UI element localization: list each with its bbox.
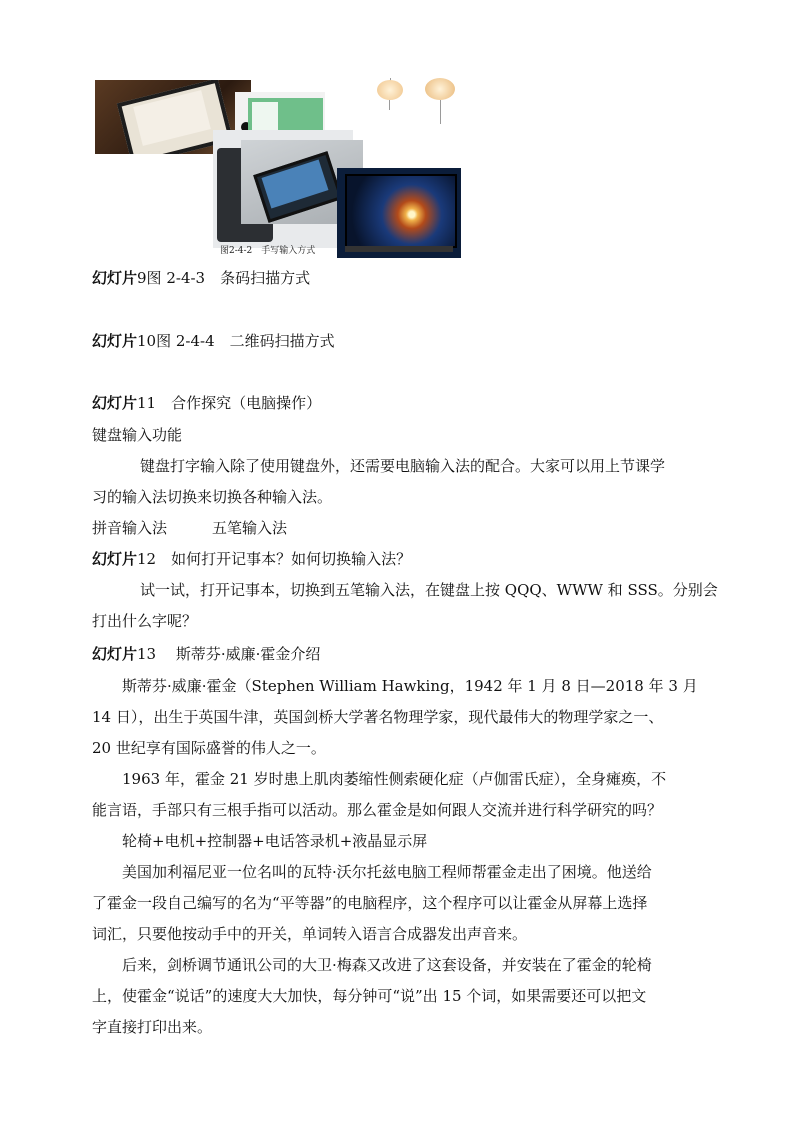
line-text: 打出什么字呢？ xyxy=(92,612,198,630)
line-text: 习的输入法切换来切换各种输入法。 xyxy=(92,488,333,506)
slide-label: 幻灯片 xyxy=(92,269,138,287)
line-text: 美国加利福尼亚一位名叫的瓦特·沃尔托兹电脑工程师帮霍金走出了困境。他送给 xyxy=(122,863,652,881)
paragraph-line xyxy=(140,456,665,476)
paragraph-line xyxy=(122,955,652,975)
paragraph-line xyxy=(92,893,647,913)
line-text: 11 合作探究（电脑操作） xyxy=(137,394,322,412)
line-text: 1963 年，霍金 21 岁时患上肌肉萎缩性侧索硬化症（卢伽雷氏症），全身瘫痪，不 xyxy=(122,770,667,788)
line-text: 了霍金一段自己编写的名为“平等器”的电脑程序，这个程序可以让霍金从屏幕上选择 xyxy=(92,894,648,912)
paragraph-line xyxy=(122,769,666,789)
paragraph-line xyxy=(92,924,527,944)
lantern-icon xyxy=(377,80,403,100)
paragraph-line xyxy=(122,831,427,851)
paragraph-line xyxy=(122,862,652,882)
slide-heading-line xyxy=(92,331,335,351)
paragraph-line xyxy=(140,580,718,600)
slide-label: 幻灯片 xyxy=(92,332,138,350)
line-text: 12 如何打开记事本？如何切换输入法？ xyxy=(137,550,412,568)
lantern-icon xyxy=(425,78,455,100)
line-text: 字直接打印出来。 xyxy=(92,1018,213,1036)
line-text: 上，使霍金“说话”的速度大大加快，每分钟可“说”出 15 个词，如果需要还可以把文 xyxy=(92,987,647,1005)
paragraph-line xyxy=(92,611,197,631)
line-text: 能言语，手部只有三根手指可以活动。那么霍金是如何跟人交流并进行科学研究的吗？ xyxy=(92,801,663,819)
slide-label: 幻灯片 xyxy=(92,550,138,568)
paragraph-line xyxy=(122,676,698,696)
line-text: 轮椅+电机+控制器+电话答录机+液晶显示屏 xyxy=(122,832,428,850)
line-text: 键盘打字输入除了使用键盘外，还需要电脑输入法的配合。大家可以用上节课学 xyxy=(140,457,666,475)
paragraph-line xyxy=(92,800,662,820)
line-text: 10图 2-4-4 二维码扫描方式 xyxy=(137,332,335,350)
line-text: 9图 2-4-3 条码扫描方式 xyxy=(137,269,311,287)
slide-label: 幻灯片 xyxy=(92,645,138,663)
slide-heading-line xyxy=(92,268,310,288)
paragraph-line xyxy=(92,1017,212,1037)
paragraph-line xyxy=(92,425,182,445)
handwriting-input-figure xyxy=(95,78,461,260)
line-text: 试一试，打开记事本，切换到五笔输入法，在键盘上按 QQQ、WWW 和 SSS。分别会 xyxy=(140,581,718,599)
line-text: 13 斯蒂芬·威廉·霍金介绍 xyxy=(137,645,321,663)
slide-label: 幻灯片 xyxy=(92,394,138,412)
paragraph-line xyxy=(92,738,326,758)
figure-caption: 图2-4-2 手写输入方式 xyxy=(220,246,316,256)
slide-heading-line xyxy=(92,644,320,664)
pen-display-photo xyxy=(337,168,461,258)
slide-heading-line xyxy=(92,393,321,413)
line-text: 词汇，只要他按动手中的开关，单词转入语言合成器发出声音来。 xyxy=(92,925,528,943)
paragraph-line xyxy=(92,707,663,727)
line-text: 后来，剑桥调节通讯公司的大卫·梅森又改进了这套设备，并安装在了霍金的轮椅 xyxy=(122,956,652,974)
line-text: 20 世纪享有国际盛誉的伟人之一。 xyxy=(92,739,326,757)
paragraph-line xyxy=(92,518,287,538)
line-text: 键盘输入功能 xyxy=(92,426,183,444)
line-text: 斯蒂芬·威廉·霍金（Stephen William Hawking，1942 年 1 月 8 日—2018 年 3 月 xyxy=(122,677,698,695)
paragraph-line xyxy=(92,487,332,507)
line-text: 14 日），出生于英国牛津，英国剑桥大学著名物理学家，现代最伟大的物理学家之一、 xyxy=(92,708,664,726)
paragraph-line xyxy=(92,986,646,1006)
slide-heading-line xyxy=(92,549,411,569)
line-text: 拼音输入法 五笔输入法 xyxy=(92,519,288,537)
